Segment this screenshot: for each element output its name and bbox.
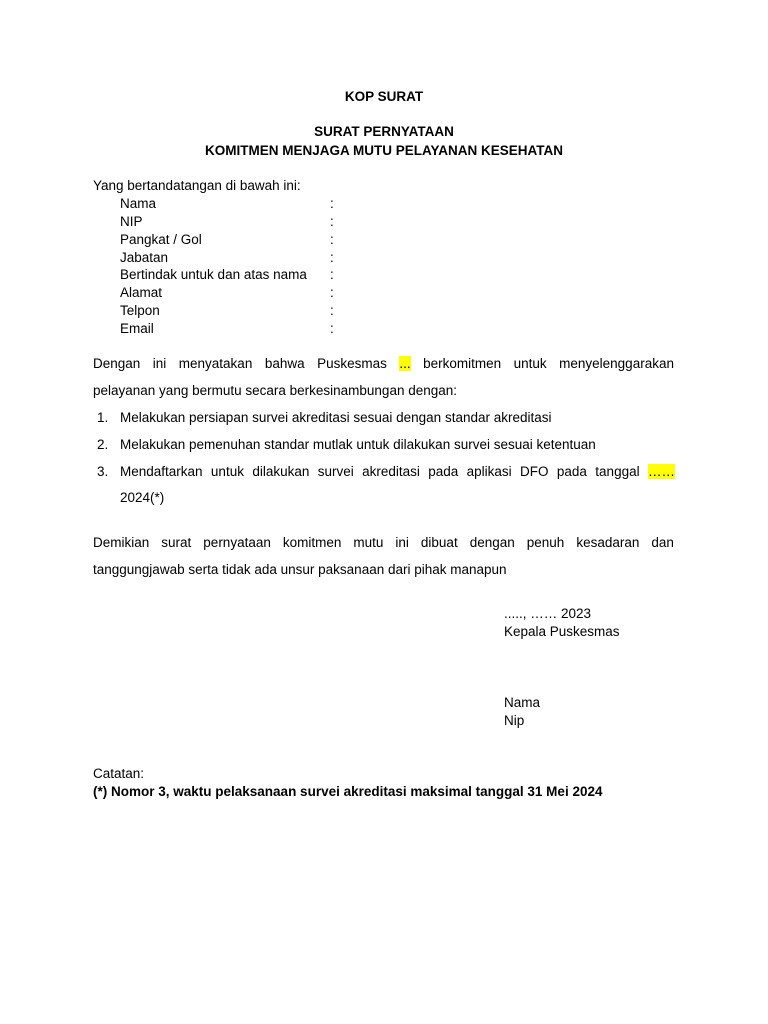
statement-word: menyatakan xyxy=(178,356,253,371)
closing-word: dan xyxy=(651,535,674,550)
signature-role: Kepala Puskesmas xyxy=(504,624,620,639)
field-colon: : xyxy=(330,232,334,247)
list-word: aplikasi xyxy=(466,464,512,479)
field-row xyxy=(120,214,340,232)
list-item: Melakukan pemenuhan standar mutlak untuk dilakukan survei sesuai ketentuan xyxy=(120,437,596,452)
list-number: 1. xyxy=(97,410,109,425)
list-number: 3. xyxy=(97,464,109,479)
field-label: NIP xyxy=(120,214,143,229)
field-row xyxy=(120,303,340,321)
statement-word: Puskesmas xyxy=(317,356,387,371)
list-word: DFO xyxy=(520,464,549,479)
field-label: Email xyxy=(120,321,154,336)
kop-surat-heading: KOP SURAT xyxy=(344,89,424,104)
closing-line-2: tanggungjawab serta tidak ada unsur paksanaan dari pihak manapun xyxy=(93,562,507,577)
list-word: untuk xyxy=(210,464,244,479)
field-row xyxy=(120,232,340,250)
field-colon: : xyxy=(330,267,334,282)
field-colon: : xyxy=(330,214,334,229)
statement-line-1 xyxy=(93,356,674,371)
document-title: SURAT PERNYATAAN xyxy=(314,124,454,139)
closing-word: kesadaran xyxy=(576,535,640,550)
signature-nip-label: Nip xyxy=(504,713,525,728)
statement-word: untuk xyxy=(513,356,547,371)
closing-word: penuh xyxy=(526,535,565,550)
field-colon: : xyxy=(330,285,334,300)
closing-word: komitmen xyxy=(282,535,342,550)
list-word: survei xyxy=(317,464,354,479)
closing-word: pernyataan xyxy=(203,535,271,550)
field-colon: : xyxy=(330,303,334,318)
list-word: tanggal xyxy=(595,464,640,479)
field-colon: : xyxy=(330,196,334,211)
field-label: Telpon xyxy=(120,303,160,318)
field-label: Jabatan xyxy=(120,250,169,265)
field-label: Alamat xyxy=(120,285,163,300)
closing-word: mutu xyxy=(353,535,384,550)
statement-word: ini xyxy=(152,356,167,371)
note-label: Catatan: xyxy=(93,766,145,781)
signature-place-date: ....., …… 2023 xyxy=(504,606,592,621)
field-row xyxy=(120,267,340,285)
closing-word: surat xyxy=(161,535,192,550)
document-subtitle: KOMITMEN MENJAGA MUTU PELAYANAN KESEHATAN xyxy=(204,143,564,158)
list-word: akreditasi xyxy=(362,464,420,479)
signature-name-label: Nama xyxy=(504,695,541,710)
field-row xyxy=(120,285,340,303)
statement-word: berkomitmen xyxy=(423,356,502,371)
list-word: pada xyxy=(556,464,587,479)
closing-word: ini xyxy=(395,535,409,550)
list-item xyxy=(120,464,675,479)
closing-word: Demikian xyxy=(93,535,150,550)
field-row xyxy=(120,250,340,268)
field-label: Bertindak untuk dan atas nama xyxy=(120,267,307,282)
statement-word: Dengan xyxy=(93,356,141,371)
list-item: Melakukan persiapan survei akreditasi sesuai dengan standar akreditasi xyxy=(120,410,552,425)
list-number: 2. xyxy=(97,437,109,452)
field-colon: : xyxy=(330,321,334,336)
closing-word: dibuat xyxy=(420,535,458,550)
statement-line-2: pelayanan yang bermutu secara berkesinambungan dengan: xyxy=(93,383,458,398)
statement-word: bahwa xyxy=(264,356,305,371)
field-label: Nama xyxy=(120,196,157,211)
field-label: Pangkat / Gol xyxy=(120,232,202,247)
list-word: pada xyxy=(428,464,459,479)
list-item-continuation: 2024(*) xyxy=(120,490,165,505)
list-word: dilakukan xyxy=(252,464,310,479)
puskesmas-placeholder: ... xyxy=(399,356,411,371)
field-row xyxy=(120,321,340,339)
note-text: (*) Nomor 3, waktu pelaksanaan survei akreditasi maksimal tanggal 31 Mei 2024 xyxy=(93,784,603,799)
date-placeholder: …… xyxy=(647,464,675,479)
field-row xyxy=(120,196,340,214)
closing-line-1 xyxy=(93,535,674,550)
statement-word: menyelenggarakan xyxy=(559,356,674,371)
list-word: Mendaftarkan xyxy=(120,464,203,479)
closing-word: dengan xyxy=(469,535,515,550)
field-colon: : xyxy=(330,250,334,265)
intro-text: Yang bertandatangan di bawah ini: xyxy=(93,178,301,193)
